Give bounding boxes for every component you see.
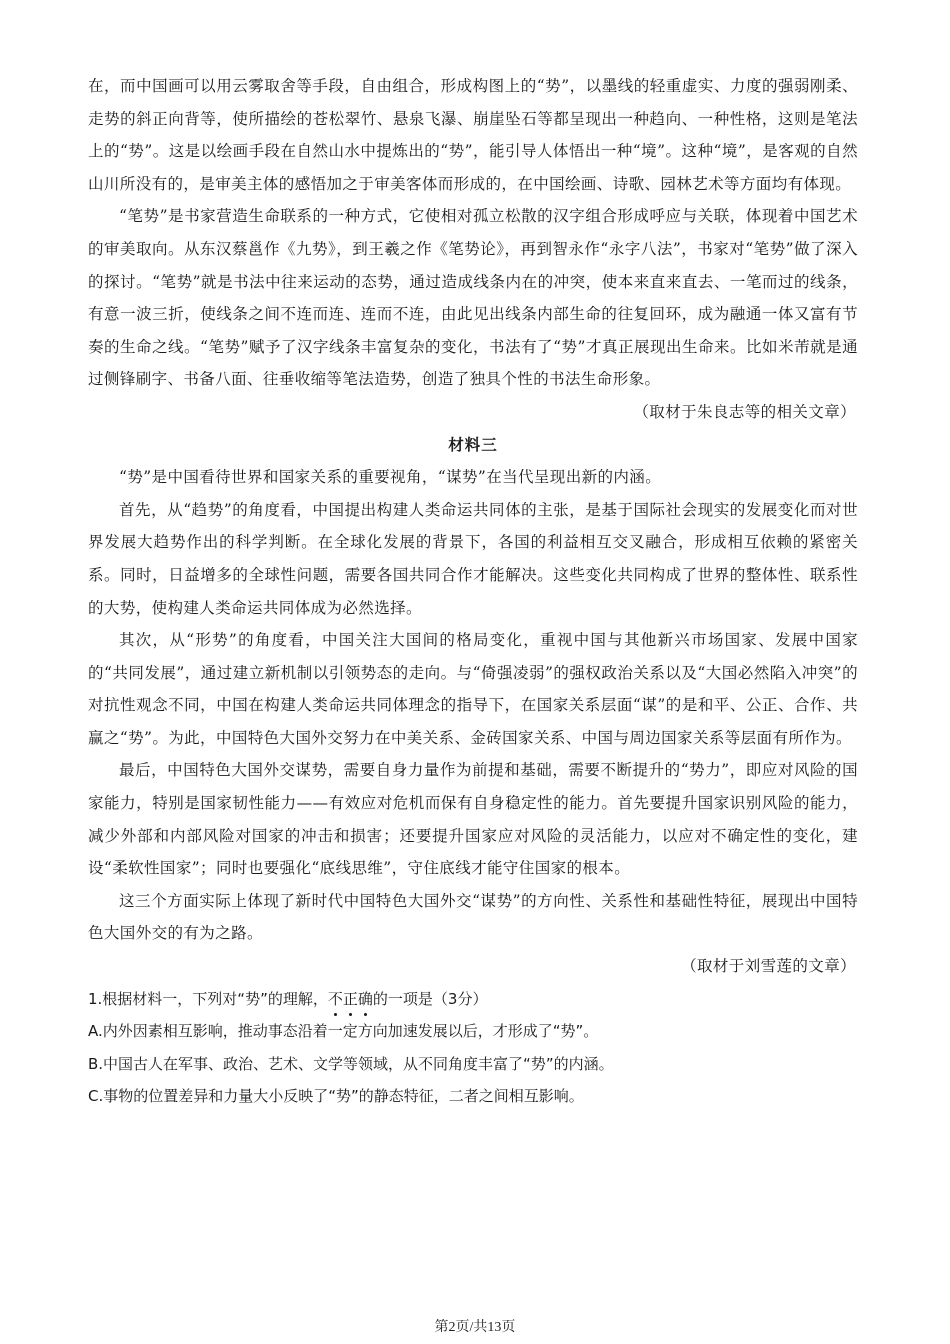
option-b: B.中国古人在军事、政治、艺术、文学等领域，从不同角度丰富了“势”的内涵。 — [88, 1054, 614, 1073]
emphasis-dot-char: 不 — [328, 983, 343, 1016]
paragraph-first: 首先，从“趋势”的角度看，中国提出构建人类命运共同体的主张，是基于国际社会现实的发展变化而对世界发展大趋势作出的科学判断。在全球化发展的背景下，各国的利益相互交叉融合，形成相互依赖的紧密关系。同时，日益增多的全球性问题，需要各国共同合作才能解决。这些变化共同构成了世界的整体性、联系性的大势，使构建人类命运共同体成为必然选择。 — [88, 500, 858, 617]
paragraph-last: 最后，中国特色大国外交谋势，需要自身力量作为前提和基础，需要不断提升的“势力”，即应对风险的国家能力，特别是国家韧性能力——有效应对危机而保有自身稳定性的能力。首先要提升国家识别风险的能力，减少外部和内部风险对国家的冲击和损害；还要提升国家应对风险的灵活能力，以应对不确定性的变化，建设“柔软性国家”；同时也要强化“底线思维”，守住底线才能守住国家的根本。 — [88, 761, 858, 878]
section-heading-material-3: 材料三 — [448, 434, 498, 454]
source-note-2: （取材于刘雪莲的文章） — [681, 957, 856, 976]
document-body — [88, 70, 858, 1113]
question-1-stem: 1.根据材料一，下列对“势”的理解，不正确的一项是（3分） — [88, 983, 858, 1016]
paragraph-summary: 这三个方面实际上体现了新时代中国特色大国外交“谋势”的方向性、关系性和基础性特征，展现出中国特色大国外交的有为之路。 — [88, 891, 858, 943]
option-a: A.内外因素相互影响，推动事态沿着一定方向加速发展以后，才形成了“势”。 — [88, 1022, 599, 1041]
page-number-footer: 第2页/共13页 — [434, 1320, 516, 1335]
option-c: C.事物的位置差异和力量大小反映了“势”的静态特征，二者之间相互影响。 — [88, 1087, 584, 1106]
source-note-1: （取材于朱良志等的相关文章） — [633, 402, 856, 421]
emphasis-dot-char: 确 — [358, 983, 373, 1016]
emphasis-dot-char: 正 — [343, 983, 358, 1016]
paragraph-bishi: “笔势”是书家营造生命联系的一种方式，它使相对孤立松散的汉字组合形成呼应与关联，体现着中国艺术的审美取向。从东汉蔡邕作《九势》，到王羲之作《笔势论》，再到智永作“永字八法”，书家对“笔势”做了深入的探讨。“笔势”就是书法中往来运动的态势，通过造成线条内在的冲突，使本来直来直去、一笔而过的线条，有意一波三折，使线条之间不连而连、连而不连，由此见出线条内部生命的往复回环，成为融通一体又富有节奏的生命之线。“笔势”赋予了汉字线条丰富复杂的变化，书法有了“势”才真正展现出生命来。比如米芾就是通过侧锋刷字、书备八面、往垂收缩等笔法造势，创造了独具个性的书法生命形象。 — [88, 207, 858, 389]
paragraph-second: 其次，从“形势”的角度看，中国关注大国间的格局变化，重视中国与其他新兴市场国家、发展中国家的“共同发展”，通过建立新机制以引领势态的走向。与“倚强凌弱”的强权政治关系以及“大国必然陷入冲突”的对抗性观念不同，中国在构建人类命运共同体理念的指导下，在国家关系层面“谋”的是和平、公正、合作、共赢之“势”。为此，中国特色大国外交努力在中美关系、金砖国家关系、中国与周边国家关系等层面有所作为。 — [88, 631, 858, 747]
paragraph-continued: 在，而中国画可以用云雾取舍等手段，自由组合，形成构图上的“势”，以墨线的轻重虚实、力度的强弱刚柔、走势的斜正向背等，使所描绘的苍松翠竹、悬泉飞瀑、崩崖坠石等都呈现出一种趋向、一种性格，这则是笔法上的“势”。这是以绘画手段在自然山水中提炼出的“势”，能引导人体悟出一种“境”。这种“境”，是客观的自然山川所没有的，是审美主体的感悟加之于审美客体而形成的，在中国绘画、诗歌、园林艺术等方面均有体现。 — [88, 77, 858, 193]
paragraph-intro: “势”是中国看待世界和国家关系的重要视角，“谋势”在当代呈现出新的内涵。 — [119, 468, 662, 487]
